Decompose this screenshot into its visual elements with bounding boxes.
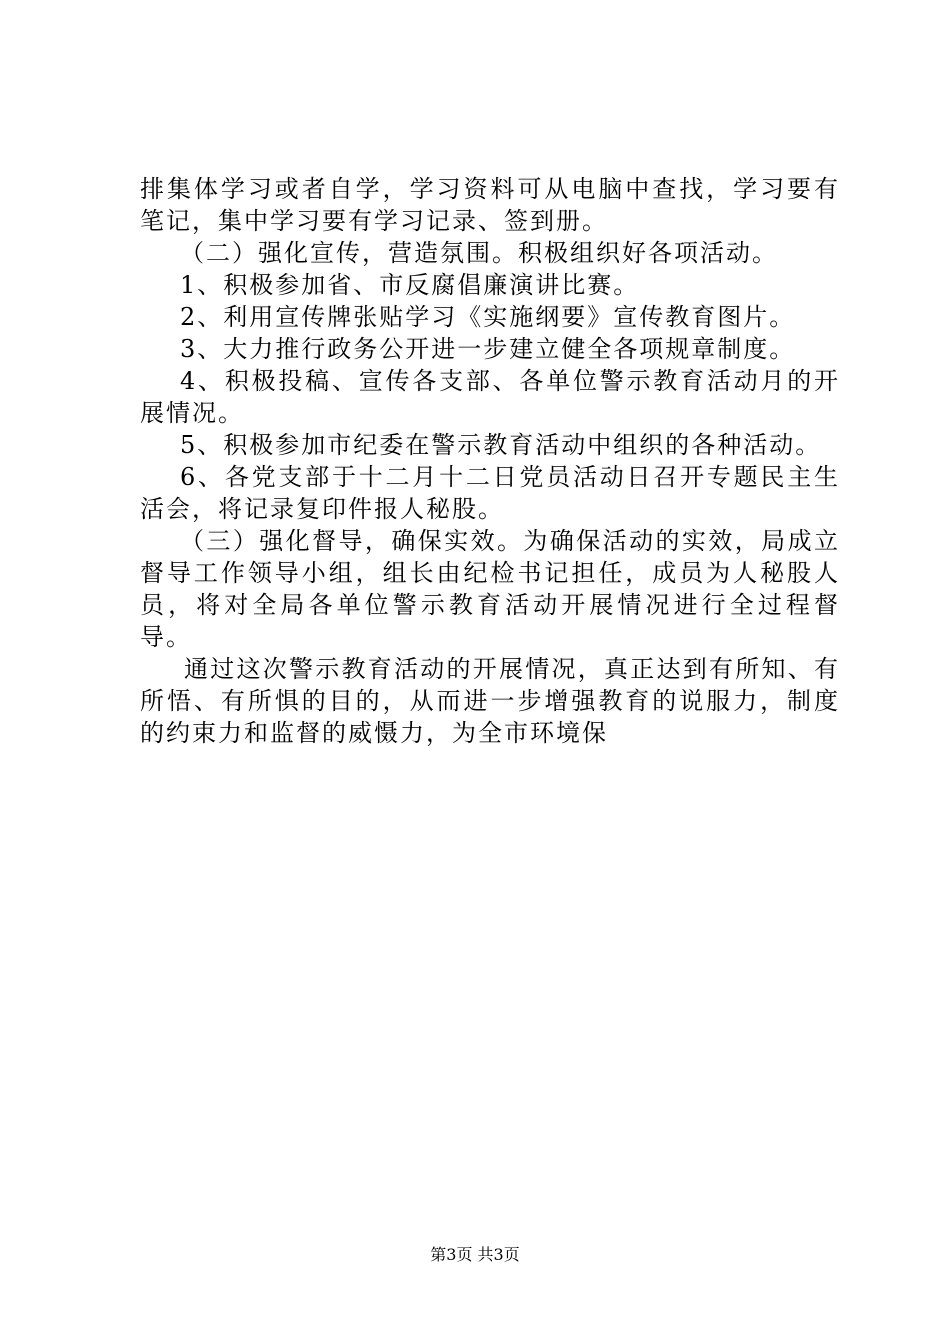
paragraph-item-1: 1、积极参加省、市反腐倡廉演讲比赛。 xyxy=(180,271,640,299)
paragraph-item-4: 4、积极投稿、宣传各支部、各单位警示教育活动月的开展情况。 xyxy=(140,367,840,427)
page-footer: 第3页 共3页 xyxy=(430,1245,520,1264)
document-body xyxy=(140,173,840,749)
paragraph-section-three: （三）强化督导，确保实效。为确保活动的实效，局成立督导工作领导小组，组长由纪检书记担任，成员为人秘股人员，将对全局各单位警示教育活动开展情况进行全过程督导。 xyxy=(140,527,840,651)
paragraph-item-3: 3、大力推行政务公开进一步建立健全各项规章制度。 xyxy=(180,335,796,363)
paragraph-item-2: 2、利用宣传牌张贴学习《实施纲要》宣传教育图片。 xyxy=(180,303,796,331)
paragraph-continuation: 排集体学习或者自学，学习资料可从电脑中查找，学习要有笔记，集中学习要有学习记录、签到册。 xyxy=(140,175,840,235)
paragraph-section-two-heading: （二）强化宣传，营造氛围。积极组织好各项活动。 xyxy=(180,239,778,267)
paragraph-item-6: 6、各党支部于十二月十二日党员活动日召开专题民主生活会，将记录复印件报人秘股。 xyxy=(140,463,840,523)
paragraph-conclusion: 通过这次警示教育活动的开展情况，真正达到有所知、有所悟、有所惧的目的，从而进一步增强教育的说服力，制度的约束力和监督的威慑力，为全市环境保 xyxy=(140,655,840,747)
paragraph-item-5: 5、积极参加市纪委在警示教育活动中组织的各种活动。 xyxy=(180,431,822,459)
